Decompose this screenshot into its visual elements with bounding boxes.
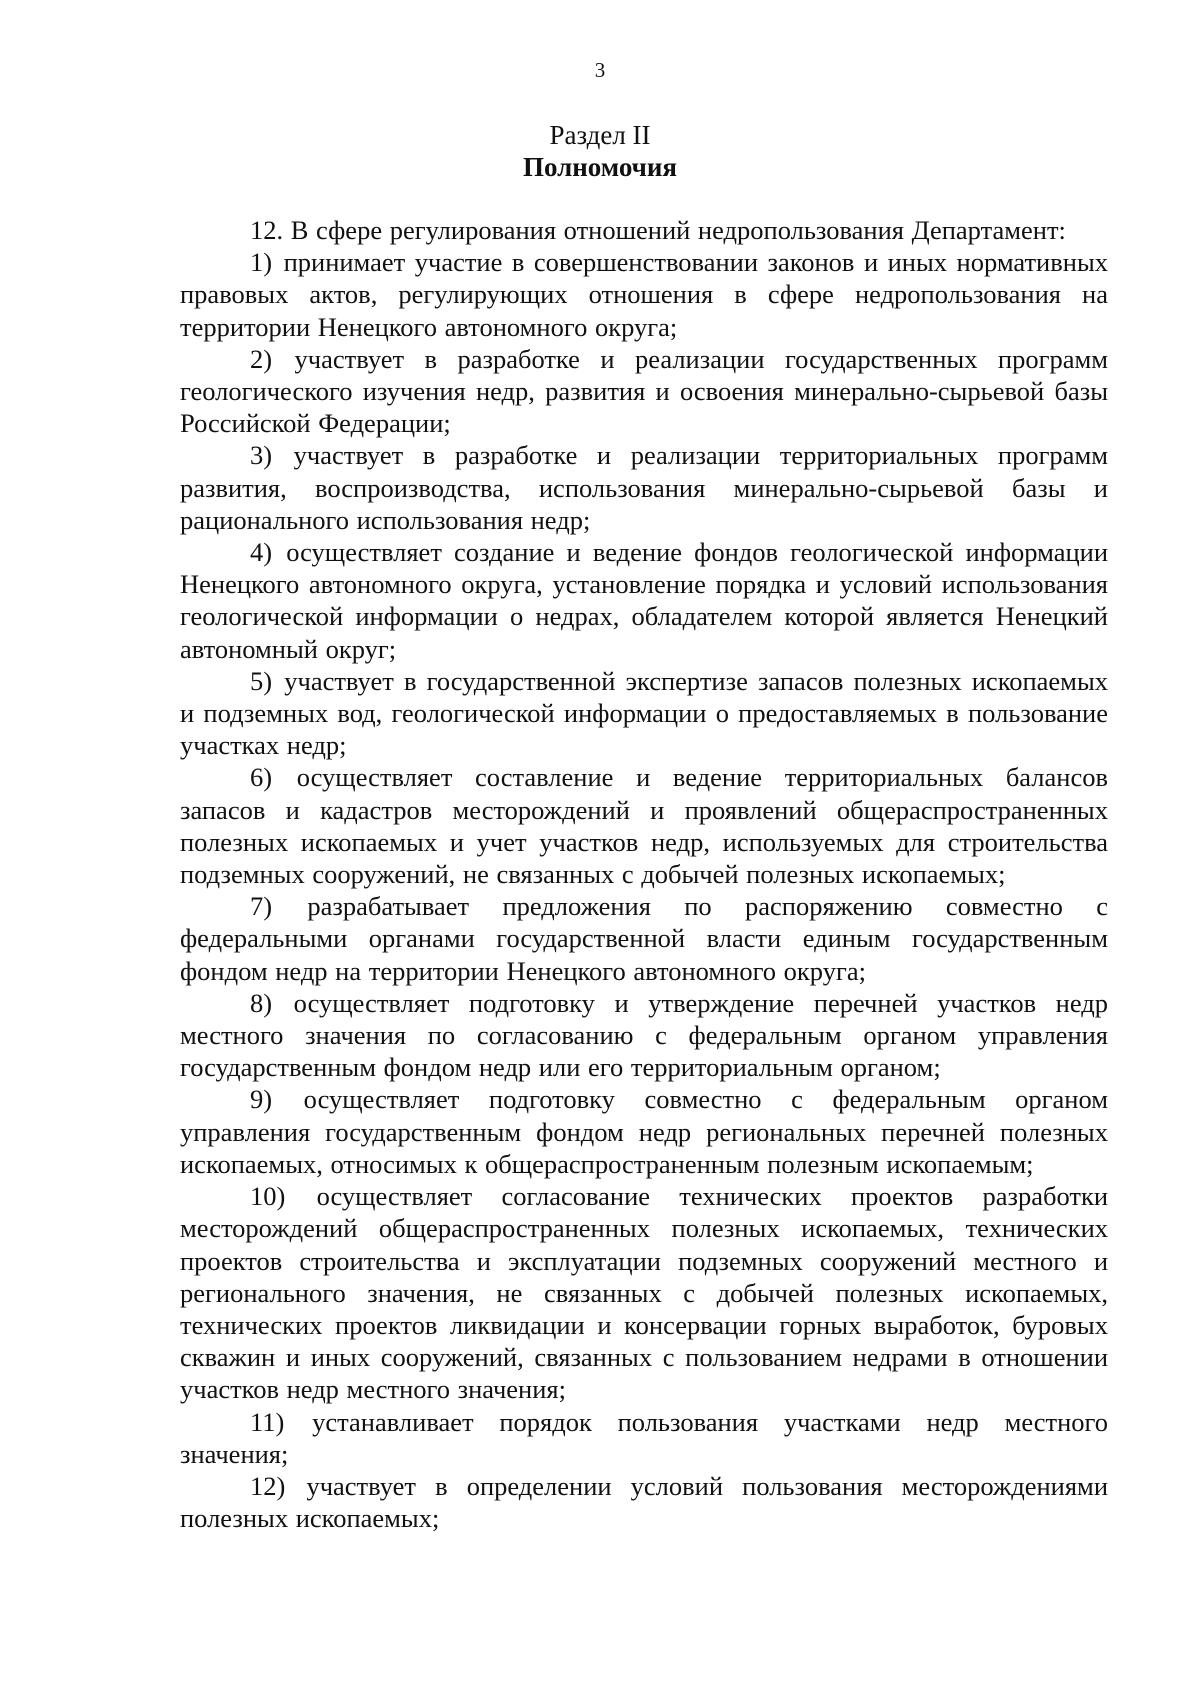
- item-number: 12): [250, 1470, 286, 1501]
- list-item: [180, 1406, 1108, 1470]
- list-item: [180, 665, 1108, 762]
- list-item: [180, 1470, 1108, 1534]
- list-item: [180, 987, 1108, 1084]
- intro-paragraph: 12. В сфере регулирования отношений недропользования Департамент:: [250, 215, 1066, 245]
- list-item: [180, 536, 1108, 665]
- item-text: осуществляет создание и ведение фондов геологической информации Ненецкого автономного округа, установление порядка и условий использования геологической информации о недрах, обладателем которой является Ненецкий автономный округ;: [180, 537, 1109, 664]
- item-text: участвует в разработке и реализации государственных программ геологического изучения недр, развития и освоения минерально-сырьевой базы Российской Федерации;: [180, 343, 1108, 439]
- section-title: Раздел II: [549, 120, 651, 150]
- item-text: участвует в разработке и реализации территориальных программ развития, воспроизводства, использования минерально-сырьевой базы и рационального использования недр;: [180, 440, 1108, 535]
- item-text: участвует в государственной экспертизе запасов полезных ископаемых и подземных вод, геологической информации о предоставляемых в пользование участках недр;: [180, 665, 1109, 761]
- list-item: [180, 343, 1108, 440]
- item-text: осуществляет согласование технических проектов разработки месторождений общераспространенных полезных ископаемых, технических проектов строительства и эксплуатации подземных сооружений местного и регионального значения, не связанных с добычей полезных ископаемых, технических проектов ликвидации и консервации горных выработок, буровых скважин и иных сооружений, связанных с пользованием недрами в отношении участков недр местного значения;: [180, 1181, 1108, 1405]
- item-number: 1): [250, 247, 273, 278]
- list-item: [180, 246, 1108, 343]
- list-item: [180, 890, 1108, 987]
- item-number: 2): [250, 343, 273, 374]
- item-number: 5): [250, 665, 273, 696]
- item-text: осуществляет подготовку и утверждение перечней участков недр местного значения по согласованию с федеральным органом управления государственным фондом недр или его территориальным органом;: [180, 987, 1108, 1083]
- section-subtitle: Полномочия: [522, 152, 678, 182]
- document-body: [180, 214, 1108, 1534]
- list-item: [180, 1180, 1108, 1405]
- item-text: устанавливает порядок пользования участками недр местного значения;: [180, 1406, 1108, 1469]
- list-item: [180, 1083, 1108, 1180]
- item-number: 11): [250, 1406, 285, 1437]
- item-text: принимает участие в совершенствовании законов и иных нормативных правовых актов, регулирующих отношения в сфере недропользования на территории Ненецкого автономного округа;: [180, 247, 1108, 342]
- item-number: 10): [250, 1181, 286, 1212]
- item-text: осуществляет подготовку совместно с федеральным органом управления государственным фондом недр региональных перечней полезных ископаемых, относимых к общераспространенным полезным ископаемым;: [180, 1084, 1109, 1179]
- item-text: осуществляет составление и ведение территориальных балансов запасов и кадастров месторождений и проявлений общераспространенных полезных ископаемых и учет участков недр, используемых для строительства подземных сооружений, не связанных с добычей полезных ископаемых;: [180, 762, 1108, 890]
- item-number: 8): [250, 987, 273, 1018]
- list-item: [180, 439, 1108, 536]
- list-item: [180, 761, 1108, 890]
- item-number: 6): [250, 762, 273, 793]
- item-number: 4): [250, 537, 273, 568]
- item-text: участвует в определении условий пользования месторождениями полезных ископаемых;: [180, 1470, 1108, 1534]
- page-number: 3: [594, 58, 606, 82]
- item-number: 7): [250, 891, 273, 922]
- item-number: 9): [250, 1084, 273, 1115]
- item-number: 3): [250, 440, 273, 471]
- item-text: разрабатывает предложения по распоряжению совместно с федеральными органами государственной власти единым государственным фондом недр на территории Ненецкого автономного округа;: [180, 891, 1108, 986]
